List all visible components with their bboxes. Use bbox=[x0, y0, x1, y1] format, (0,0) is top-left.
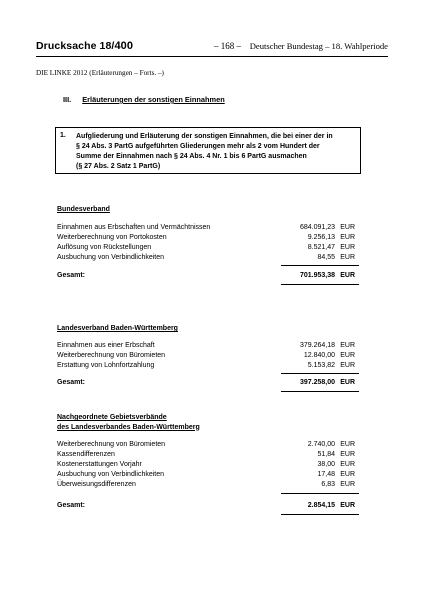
table-row: Kostenerstattungen Vorjahr 38,00 EUR bbox=[57, 461, 355, 468]
table-row: Weiterberechnung von Portokosten 9.256,13 EUR bbox=[57, 234, 355, 241]
total-row: Gesamt: 2.854,15 EUR bbox=[57, 502, 355, 509]
sum-rule bbox=[281, 493, 359, 494]
sum-rule bbox=[281, 265, 359, 266]
box-number: 1. bbox=[60, 132, 66, 139]
total-underline bbox=[281, 284, 359, 285]
table-row: Kassendifferenzen 51,84 EUR bbox=[57, 451, 355, 458]
page-header bbox=[36, 40, 388, 54]
box-text: Aufgliederung und Erläuterung der sonstigen Einnahmen, die bei einer der in § 24 Abs. 3 PartG aufgeführten Gliederungen mehr als 2 vom Hundert der Summe der Einnahmen nach § 24 Abs. 4 Nr. 1 bis 6 PartG ausmachen (§ 27 Abs. 2 Satz 1 PartG) bbox=[76, 133, 333, 170]
table-row: Erstattung von Lohnfortzahlung 5.153,82 EUR bbox=[57, 362, 355, 369]
total-underline bbox=[281, 514, 359, 515]
page-number: – 168 – bbox=[214, 41, 241, 51]
block-title-landesverband: Landesverband Baden-Württemberg bbox=[57, 325, 178, 332]
sum-rule bbox=[281, 373, 359, 374]
section-heading bbox=[63, 95, 225, 104]
total-underline bbox=[281, 391, 359, 392]
total-row: Gesamt: 397.258,00 EUR bbox=[57, 379, 355, 386]
publisher-line: Deutscher Bundestag – 18. Wahlperiode bbox=[249, 41, 388, 51]
table-row: Weiterberechnung von Büromieten 12.840,00 EUR bbox=[57, 352, 355, 359]
running-subtitle: DIE LINKE 2012 (Erläuterungen – Forts. –) bbox=[36, 69, 164, 77]
total-row: Gesamt: 701.953,38 EUR bbox=[57, 272, 355, 279]
table-row: Weiterberechnung von Büromieten 2.740,00 EUR bbox=[57, 441, 355, 448]
block-title-bundesverband: Bundesverband bbox=[57, 206, 110, 213]
drucksache-number: Drucksache 18/400 bbox=[36, 40, 134, 52]
header-rule bbox=[36, 56, 388, 57]
table-row: Auflösung von Rückstellungen 8.521,47 EUR bbox=[57, 244, 355, 251]
table-row: Überweisungsdifferenzen 6,83 EUR bbox=[57, 481, 355, 488]
block-title-gebietsverbaende: Nachgeordnete Gebietsverbände des Landesverbandes Baden-Württemberg bbox=[57, 414, 200, 431]
section-number: III. bbox=[63, 95, 72, 104]
table-row: Einnahmen aus einer Erbschaft 379.264,18 EUR bbox=[57, 342, 355, 349]
table-row: Ausbuchung von Verbindlichkeiten 17,48 EUR bbox=[57, 471, 355, 478]
section-title: Erläuterungen der sonstigen Einnahmen bbox=[82, 95, 225, 104]
table-row: Ausbuchung von Verbindlichkeiten 84,55 EUR bbox=[57, 254, 355, 261]
table-row: Einnahmen aus Erbschaften und Vermächtnissen 684.091,23 EUR bbox=[57, 224, 355, 231]
requirement-box bbox=[55, 127, 361, 174]
